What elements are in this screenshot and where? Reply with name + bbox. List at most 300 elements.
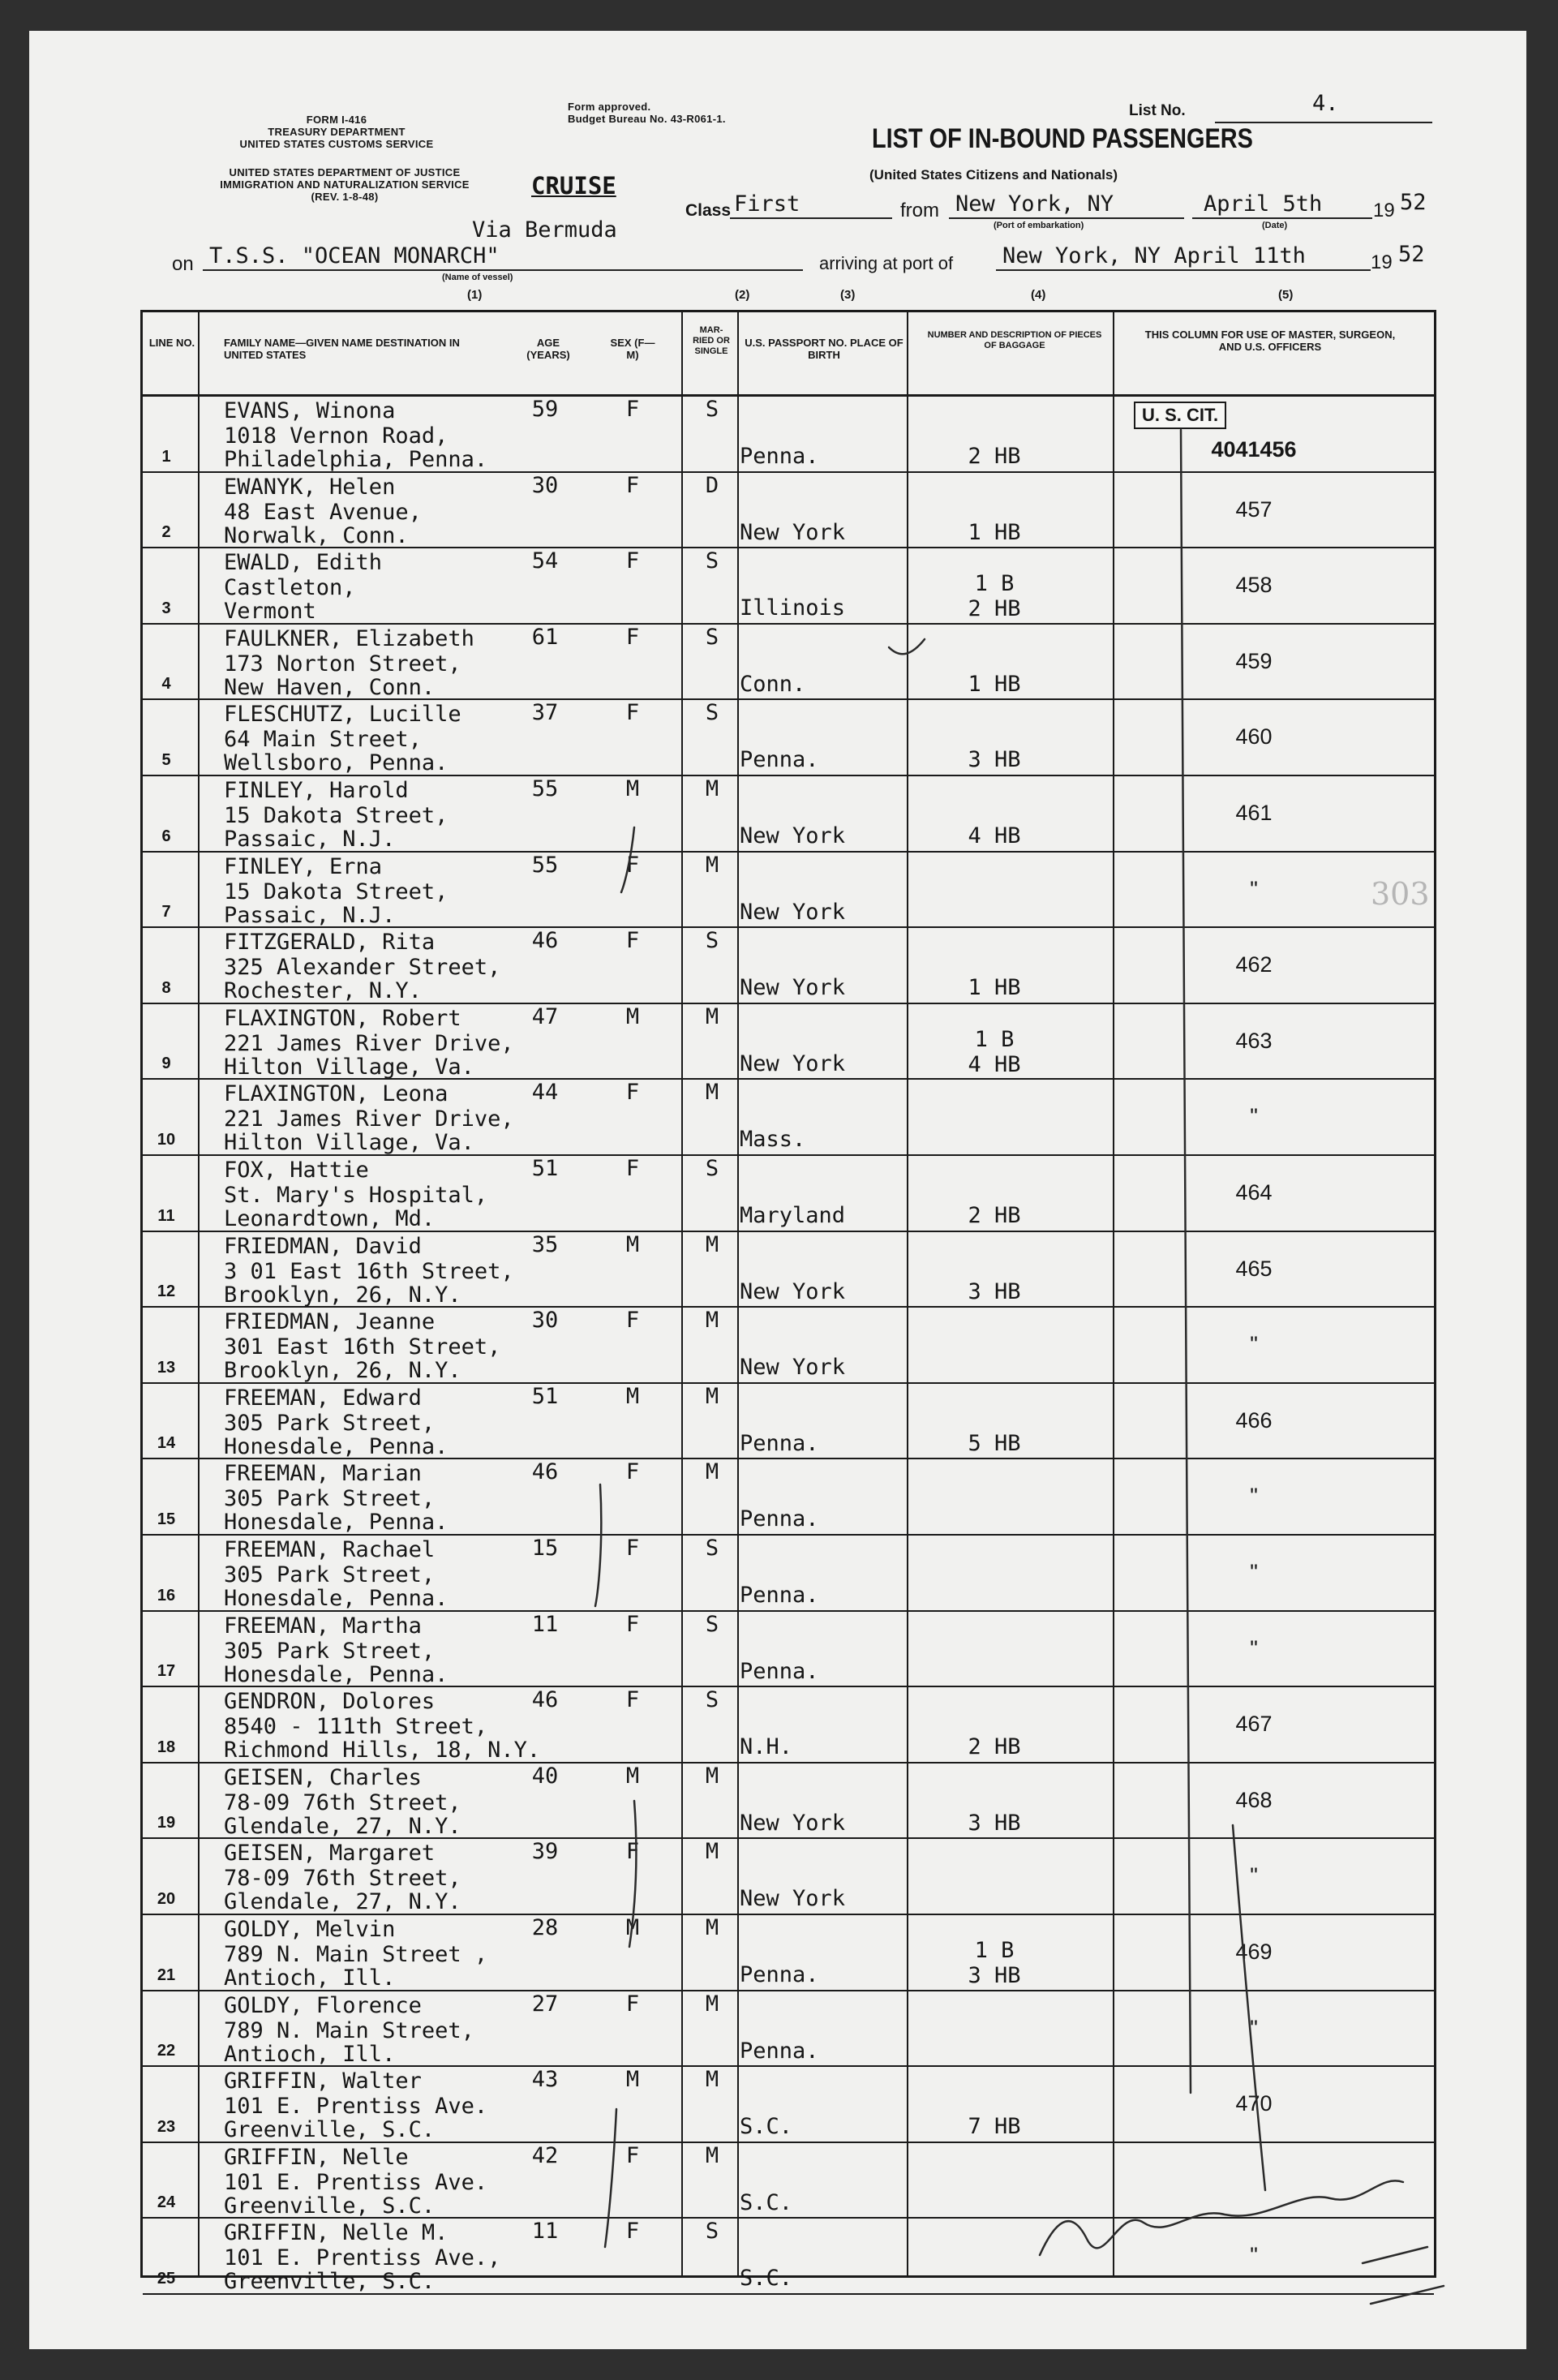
passenger-address: 1018 Vernon Road, <box>224 423 449 449</box>
marital-status: D <box>705 472 719 498</box>
passenger-age: 43 <box>531 2067 559 2093</box>
officer-number: " <box>1250 2015 1258 2040</box>
passenger-name: FREEMAN, Rachael <box>224 1537 436 1562</box>
table-row <box>143 473 1434 549</box>
baggage-item: 3 HB <box>968 1963 1021 1988</box>
passenger-sex: F <box>625 1459 640 1485</box>
column-number-2: (2) <box>735 288 750 302</box>
marital-status: S <box>705 1156 719 1181</box>
passenger-address: 305 Park Street, <box>224 1638 436 1664</box>
passenger-name: GRIFFIN, Walter <box>224 2069 422 2094</box>
officer-number: 459 <box>1235 648 1273 673</box>
page-title: LIST OF IN-BOUND PASSENGERS <box>872 123 1253 154</box>
passenger-city: Brooklyn, 26, N.Y. <box>224 1358 461 1384</box>
passenger-age: 61 <box>531 624 559 650</box>
col-sex: SEX (F—M) <box>610 337 655 361</box>
form-number: FORM I-416 <box>306 114 367 126</box>
passenger-name: FREEMAN, Marian <box>224 1461 422 1487</box>
place-of-birth: New York <box>740 1278 846 1304</box>
passenger-sex: M <box>625 776 640 801</box>
column-number-3: (3) <box>840 288 856 302</box>
line-number: 13 <box>157 1358 176 1377</box>
vessel-underline <box>203 269 803 271</box>
passenger-name: FOX, Hattie <box>224 1158 369 1183</box>
passenger-age: 47 <box>531 1003 559 1029</box>
passenger-name: FINLEY, Erna <box>224 853 383 879</box>
via-label: Via Bermuda <box>472 217 617 243</box>
passenger-sex: F <box>625 1991 640 2017</box>
arrival-year: 52 <box>1398 242 1425 267</box>
passenger-age: 11 <box>531 1611 559 1637</box>
passenger-name: GRIFFIN, Nelle <box>224 2144 409 2170</box>
passenger-table <box>140 288 1436 2295</box>
marital-status: M <box>705 1459 719 1485</box>
passenger-sex: F <box>625 2142 640 2168</box>
passenger-address: 173 Norton Street, <box>224 651 461 677</box>
table-row <box>143 1459 1434 1536</box>
passenger-city: Vermont <box>224 599 316 625</box>
column-number-5: (5) <box>1278 288 1294 302</box>
passenger-address: 221 James River Drive, <box>224 1106 514 1132</box>
baggage-item: 2 HB <box>968 596 1021 622</box>
from-label: from <box>900 200 939 221</box>
baggage-cell <box>913 1938 1075 1988</box>
place-of-birth: Maryland <box>740 1203 846 1228</box>
passenger-city: Philadelphia, Penna. <box>224 447 488 472</box>
passenger-age: 55 <box>531 852 559 878</box>
passenger-name: FREEMAN, Martha <box>224 1613 422 1639</box>
baggage-item: 2 HB <box>968 444 1021 469</box>
passenger-address: 301 East 16th Street, <box>224 1334 501 1360</box>
class-label: Class <box>685 201 732 220</box>
line-number: 4 <box>161 675 171 694</box>
officer-number: " <box>1250 1560 1258 1584</box>
passenger-address: 101 E. Prentiss Ave., <box>224 2245 501 2271</box>
passenger-sex: M <box>625 1383 640 1409</box>
place-of-birth: S.C. <box>740 2114 793 2140</box>
table-row <box>143 2067 1434 2143</box>
passenger-city: Honesdale, Penna. <box>224 1586 449 1611</box>
line-number: 12 <box>157 1282 176 1301</box>
passenger-sex: F <box>625 1156 640 1181</box>
port-embark-caption: (Port of embarkation) <box>994 221 1084 230</box>
passenger-city: Greenville, S.C. <box>224 2117 436 2143</box>
date-caption: (Date) <box>1262 221 1288 230</box>
marital-status: M <box>705 1915 719 1940</box>
marital-status: M <box>705 2142 719 2168</box>
col-baggage: NUMBER AND DESCRIPTION OF PIECES OF BAGGAGE <box>927 330 1102 350</box>
table-row <box>143 1612 1434 1688</box>
line-number: 25 <box>157 2269 176 2288</box>
passenger-age: 35 <box>531 1231 559 1257</box>
baggage-item: 7 HB <box>968 2114 1021 2140</box>
passenger-city: Honesdale, Penna. <box>224 1661 449 1687</box>
passenger-city: Passaic, N.J. <box>224 902 396 928</box>
marital-status: M <box>705 776 719 801</box>
justice-dept-block <box>166 166 523 203</box>
marital-status: S <box>705 700 719 726</box>
passenger-age: 15 <box>531 1536 559 1561</box>
table-row <box>143 2219 1434 2295</box>
passenger-name: GENDRON, Dolores <box>224 1689 436 1715</box>
passenger-name: EVANS, Winona <box>224 398 396 423</box>
table-row <box>143 1004 1434 1080</box>
officer-number: 467 <box>1235 1712 1273 1737</box>
passenger-name: FLAXINGTON, Leona <box>224 1081 449 1107</box>
place-of-birth: Penna. <box>740 1506 819 1532</box>
baggage-cell <box>913 747 1075 772</box>
table-row <box>143 548 1434 625</box>
officer-number: 464 <box>1235 1180 1273 1205</box>
baggage-item: 1 HB <box>968 519 1021 545</box>
class-value: First <box>734 191 800 217</box>
passenger-address: 15 Dakota Street, <box>224 803 449 828</box>
baggage-cell <box>913 975 1075 1000</box>
approval-block <box>568 101 843 125</box>
passenger-city: Antioch, Ill. <box>224 2041 396 2067</box>
passenger-city: Greenville, S.C. <box>224 2269 436 2295</box>
passenger-sex: F <box>625 1687 640 1713</box>
passenger-name: FLESCHUTZ, Lucille <box>224 702 461 728</box>
passenger-address: 64 Main Street, <box>224 727 422 753</box>
officer-number: 470 <box>1235 2091 1273 2116</box>
passenger-city: Richmond Hills, 18, N.Y. <box>224 1738 541 1764</box>
baggage-item: 3 HB <box>968 1278 1021 1304</box>
line-number: 19 <box>157 1814 176 1832</box>
marital-status: M <box>705 1991 719 2017</box>
arrival-port-date: New York, NY April 11th <box>1002 243 1306 269</box>
officer-number: " <box>1250 1635 1258 1660</box>
vessel-name: T.S.S. "OCEAN MONARCH" <box>209 243 500 269</box>
passenger-age: 59 <box>531 397 559 422</box>
col-line-no: LINE NO. <box>148 337 195 349</box>
place-of-birth: New York <box>740 1886 846 1912</box>
baggage-item: 1 HB <box>968 975 1021 1001</box>
table-row <box>143 397 1434 473</box>
baggage-cell <box>913 571 1075 621</box>
place-of-birth: New York <box>740 975 846 1001</box>
passenger-city: Antioch, Ill. <box>224 1965 396 1991</box>
passenger-sex: F <box>625 624 640 650</box>
passenger-sex: F <box>625 2219 640 2245</box>
place-of-birth: Penna. <box>740 747 819 773</box>
passenger-sex: F <box>625 852 640 878</box>
baggage-cell <box>913 672 1075 697</box>
officer-number: 462 <box>1235 952 1273 977</box>
baggage-item: 3 HB <box>968 747 1021 773</box>
marital-status: M <box>705 1839 719 1865</box>
marital-status: M <box>705 852 719 878</box>
passenger-age: 54 <box>531 548 559 574</box>
passenger-city: Hilton Village, Va. <box>224 1130 474 1156</box>
officer-number: 466 <box>1235 1407 1273 1433</box>
officer-number: " <box>1250 876 1258 901</box>
passenger-city: Glendale, 27, N.Y. <box>224 1813 461 1839</box>
marital-status: M <box>705 1763 719 1789</box>
passenger-address: 325 Alexander Street, <box>224 955 501 981</box>
officer-number: 469 <box>1235 1940 1273 1964</box>
officer-number: 458 <box>1235 573 1273 598</box>
passenger-address: 789 N. Main Street, <box>224 2017 474 2043</box>
place-of-birth: Penna. <box>740 444 819 469</box>
table-row <box>143 1080 1434 1156</box>
col-name-destination: FAMILY NAME—GIVEN NAME DESTINATION IN UNITED STATES <box>224 337 460 361</box>
baggage-item: 5 HB <box>968 1430 1021 1456</box>
baggage-item: 1 HB <box>968 671 1021 697</box>
table-row <box>143 776 1434 853</box>
marital-status: S <box>705 1687 719 1713</box>
baggage-item: 4 HB <box>968 1051 1021 1077</box>
passenger-address: 48 East Avenue, <box>224 499 422 525</box>
passenger-name: FLAXINGTON, Robert <box>224 1005 461 1031</box>
page-subtitle: (United States Citizens and Nationals) <box>869 167 1118 183</box>
line-number: 11 <box>157 1206 175 1225</box>
passenger-age: 37 <box>531 700 559 726</box>
passenger-city: Passaic, N.J. <box>224 827 396 852</box>
passenger-name: FRIEDMAN, David <box>224 1233 422 1259</box>
col-passport-birth: U.S. PASSPORT NO. PLACE OF BIRTH <box>745 337 903 361</box>
passenger-city: Leonardtown, Md. <box>224 1206 436 1231</box>
passenger-sex: M <box>625 1763 640 1789</box>
customs-service: UNITED STATES CUSTOMS SERVICE <box>239 138 434 150</box>
passenger-sex: F <box>625 700 640 726</box>
baggage-cell <box>913 1203 1075 1228</box>
table-row <box>143 853 1434 929</box>
passenger-sex: F <box>625 397 640 422</box>
depart-year-prefix: 19 <box>1373 200 1395 221</box>
passenger-sex: F <box>625 472 640 498</box>
marital-status: S <box>705 1536 719 1561</box>
passenger-address: 15 Dakota Street, <box>224 879 449 904</box>
passenger-address: Castleton, <box>224 575 356 601</box>
table-row <box>143 1536 1434 1612</box>
passenger-age: 42 <box>531 2142 559 2168</box>
passenger-sex: M <box>625 2067 640 2093</box>
passenger-sex: F <box>625 1080 640 1106</box>
passenger-address: 101 E. Prentiss Ave. <box>224 2169 488 2195</box>
table-row <box>143 2143 1434 2219</box>
form-approved: Form approved. <box>568 101 651 113</box>
passenger-name: FINLEY, Harold <box>224 778 409 803</box>
line-number: 6 <box>161 827 171 845</box>
passenger-sex: F <box>625 1308 640 1334</box>
officer-number: 457 <box>1235 496 1273 522</box>
treasury-dept: TREASURY DEPARTMENT <box>268 126 406 138</box>
passenger-city: Glendale, 27, N.Y. <box>224 1889 461 1915</box>
marital-status: S <box>705 1611 719 1637</box>
passenger-address: 305 Park Street, <box>224 1562 436 1587</box>
officer-number: " <box>1250 1332 1258 1357</box>
passenger-name: FREEMAN, Edward <box>224 1385 422 1411</box>
marital-status: M <box>705 1231 719 1257</box>
place-of-birth: New York <box>740 1050 846 1076</box>
line-number: 18 <box>157 1738 176 1756</box>
from-underline <box>949 217 1184 219</box>
baggage-item: 1 B <box>974 1026 1015 1052</box>
arrival-year-prefix: 19 <box>1371 251 1393 273</box>
officer-number: 468 <box>1235 1787 1273 1812</box>
officer-number: 463 <box>1235 1028 1273 1053</box>
table-header <box>143 312 1434 397</box>
passenger-sex: M <box>625 1231 640 1257</box>
table-row <box>143 928 1434 1004</box>
baggage-cell <box>913 1027 1075 1077</box>
line-number: 20 <box>157 1889 176 1908</box>
passenger-sex: F <box>625 1536 640 1561</box>
line-number: 22 <box>157 2042 176 2060</box>
budget-bureau: Budget Bureau No. 43-R061-1. <box>568 113 726 125</box>
officer-number: " <box>1250 1104 1258 1129</box>
passenger-sex: M <box>625 1003 640 1029</box>
revision-date: (REV. 1-8-48) <box>311 191 379 203</box>
passenger-address: 101 E. Prentiss Ave. <box>224 2094 488 2120</box>
baggage-item: 3 HB <box>968 1810 1021 1836</box>
place-of-birth: S.C. <box>740 2266 793 2292</box>
baggage-item: 2 HB <box>968 1203 1021 1228</box>
officer-number: 465 <box>1235 1256 1273 1281</box>
side-stamp: 303 <box>1371 876 1430 912</box>
passenger-age: 55 <box>531 776 559 801</box>
passenger-age: 51 <box>531 1156 559 1181</box>
arriving-label: arriving at port of <box>819 253 954 273</box>
passenger-age: 46 <box>531 928 559 954</box>
officer-number: " <box>1250 1484 1258 1509</box>
passenger-age: 44 <box>531 1080 559 1106</box>
place-of-birth: Penna. <box>740 1583 819 1608</box>
officer-number: 461 <box>1235 801 1273 825</box>
place-of-birth: Penna. <box>740 1962 819 1987</box>
passenger-age: 40 <box>531 1763 559 1789</box>
baggage-cell <box>913 2114 1075 2139</box>
from-port: New York, NY <box>955 191 1114 217</box>
ins-service: IMMIGRATION AND NATURALIZATION SERVICE <box>220 178 470 191</box>
marital-status: M <box>705 1080 719 1106</box>
passenger-name: EWANYK, Helen <box>224 474 396 500</box>
vessel-caption: (Name of vessel) <box>442 273 513 282</box>
table-row <box>143 1232 1434 1308</box>
table-row <box>143 1156 1434 1232</box>
passenger-city: Brooklyn, 26, N.Y. <box>224 1282 461 1308</box>
passenger-name: FITZGERALD, Rita <box>224 930 436 956</box>
place-of-birth: New York <box>740 1355 846 1381</box>
table-row <box>143 1687 1434 1764</box>
passenger-address: St. Mary's Hospital, <box>224 1183 488 1208</box>
passenger-address: 78-09 76th Street, <box>224 1866 461 1892</box>
place-of-birth: Conn. <box>740 671 806 697</box>
line-number: 10 <box>157 1130 176 1149</box>
class-underline <box>730 217 892 219</box>
line-number: 14 <box>157 1434 176 1453</box>
baggage-cell <box>913 823 1075 848</box>
form-id-block <box>203 114 470 150</box>
marital-status: S <box>705 2219 719 2245</box>
table-row <box>143 1991 1434 2068</box>
passenger-age: 28 <box>531 1915 559 1940</box>
passenger-sex: F <box>625 928 640 954</box>
place-of-birth: New York <box>740 823 846 848</box>
column-number-4: (4) <box>1031 288 1046 302</box>
passenger-address: 789 N. Main Street , <box>224 1942 488 1967</box>
list-number: 4. <box>1312 91 1339 116</box>
passenger-age: 30 <box>531 472 559 498</box>
depart-year: 52 <box>1400 190 1427 215</box>
baggage-item: 2 HB <box>968 1734 1021 1760</box>
passenger-name: GOLDY, Florence <box>224 1992 422 2018</box>
passenger-name: GOLDY, Melvin <box>224 1917 396 1942</box>
col-married: MAR-RIED OR SINGLE <box>693 325 730 356</box>
passenger-sex: F <box>625 1611 640 1637</box>
depart-date-underline <box>1192 217 1372 219</box>
baggage-cell <box>913 1431 1075 1456</box>
passenger-age: 39 <box>531 1839 559 1865</box>
officer-number: 4041456 <box>1211 437 1297 462</box>
passenger-city: Greenville, S.C. <box>224 2193 436 2219</box>
baggage-item: 1 B <box>974 1938 1015 1963</box>
us-citizen-stamp: U. S. CIT. <box>1134 402 1226 429</box>
passenger-city: Honesdale, Penna. <box>224 1510 449 1536</box>
passenger-age: 27 <box>531 1991 559 2017</box>
cruise-label: CRUISE <box>531 172 616 200</box>
passenger-city: Rochester, N.Y. <box>224 978 422 1004</box>
table-row <box>143 1308 1434 1384</box>
place-of-birth: New York <box>740 899 846 925</box>
marital-status: M <box>705 1003 719 1029</box>
marital-status: S <box>705 624 719 650</box>
passenger-sex: M <box>625 1915 640 1940</box>
line-number: 3 <box>161 599 171 617</box>
passenger-address: 305 Park Street, <box>224 1410 436 1436</box>
line-number: 23 <box>157 2117 176 2136</box>
place-of-birth: Mass. <box>740 1127 806 1153</box>
line-number: 16 <box>157 1586 176 1605</box>
baggage-item: 1 B <box>974 571 1015 597</box>
passenger-age: 46 <box>531 1459 559 1485</box>
passenger-address: 305 Park Street, <box>224 1486 436 1512</box>
place-of-birth: Penna. <box>740 1430 819 1456</box>
passenger-city: Norwalk, Conn. <box>224 522 409 548</box>
depart-date: April 5th <box>1204 191 1323 217</box>
table-row <box>143 1764 1434 1840</box>
line-number: 15 <box>157 1510 176 1528</box>
line-number: 7 <box>161 903 171 921</box>
marital-status: M <box>705 1308 719 1334</box>
line-number: 24 <box>157 2193 176 2212</box>
table-row <box>143 1915 1434 1991</box>
passenger-name: GRIFFIN, Nelle M. <box>224 2220 449 2246</box>
marital-status: M <box>705 1383 719 1409</box>
col-age: AGE (YEARS) <box>526 337 570 361</box>
passenger-sex: F <box>625 1839 640 1865</box>
marital-status: M <box>705 2067 719 2093</box>
baggage-cell <box>913 1734 1075 1759</box>
passenger-address: 3 01 East 16th Street, <box>224 1258 514 1284</box>
baggage-item: 4 HB <box>968 823 1021 848</box>
place-of-birth: New York <box>740 1810 846 1836</box>
baggage-cell <box>913 520 1075 545</box>
line-number: 9 <box>161 1055 171 1073</box>
passenger-address: 78-09 76th Street, <box>224 1789 461 1815</box>
place-of-birth: N.H. <box>740 1734 793 1760</box>
baggage-cell <box>913 1811 1075 1836</box>
table-row <box>143 700 1434 776</box>
passenger-sex: F <box>625 548 640 574</box>
passenger-city: Honesdale, Penna. <box>224 1433 449 1459</box>
place-of-birth: Penna. <box>740 2038 819 2064</box>
baggage-cell <box>913 444 1075 469</box>
arrival-underline <box>996 269 1371 271</box>
passenger-address: 8540 - 111th Street, <box>224 1714 488 1740</box>
place-of-birth: Penna. <box>740 1658 819 1684</box>
